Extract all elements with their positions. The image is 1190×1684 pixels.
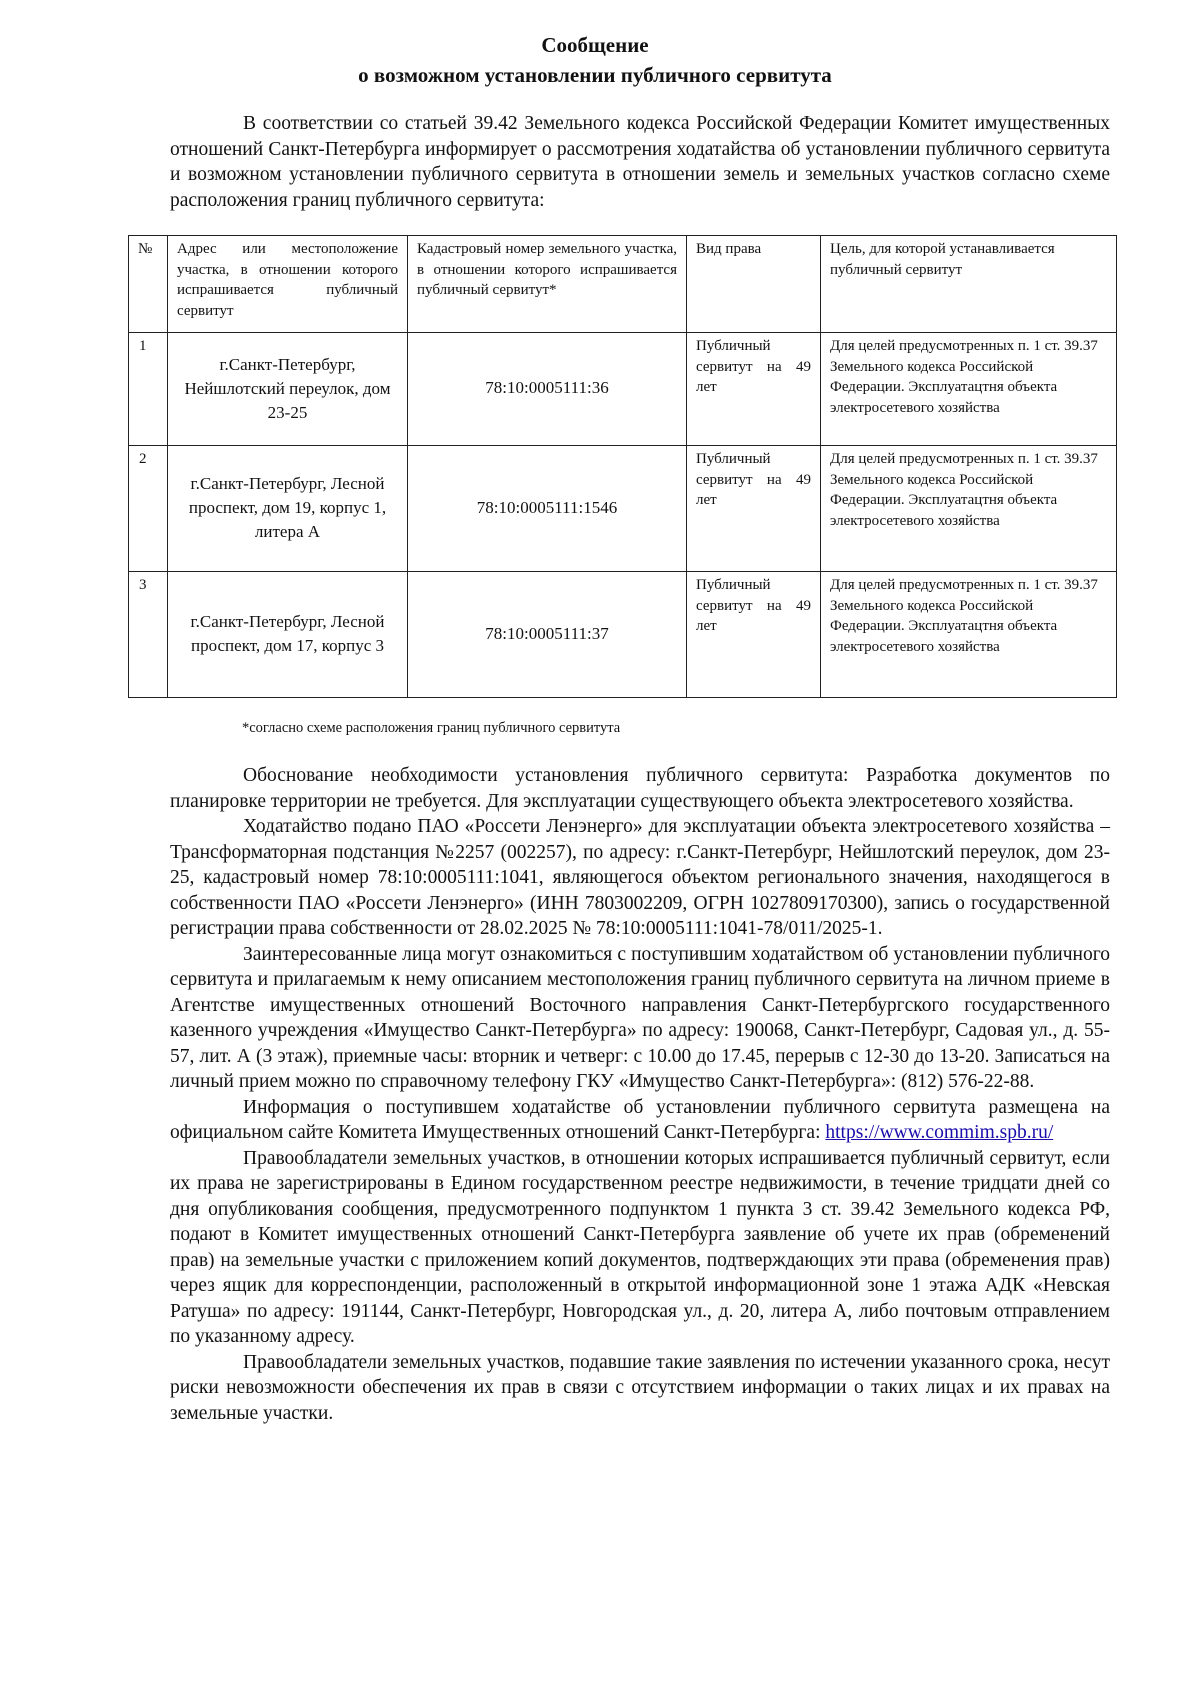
- row-address: г.Санкт-Петербург, Лесной проспект, дом 17, корпус 3: [168, 572, 408, 698]
- row-purpose: Для целей предусмотренных п. 1 ст. 39.37 Земельного кодекса Российской Федерации. Эксплуатацтня объекта электросетевого хозяйства: [821, 333, 1117, 446]
- body-text: [170, 763, 1110, 1426]
- document-title: Сообщение: [541, 33, 649, 57]
- row-right: Публичный сервитут на 49 лет: [687, 572, 821, 698]
- paragraph-rightholders: Правообладатели земельных участков, в отношении которых испрашивается публичный сервитут, если их права не зарегистрированы в Едином государственном реестре недвижимости, в течение тридцати дней со дня опубликования сообщения, предусмотренного подпунктом 1 пункта 3 ст. 39.42 Земельного кодекса РФ, подают в Комитет имущественных отношений Санкт-Петербурга заявление об учете их прав (обременений прав) на земельные участки с приложением копий документов, подтверждающих эти права (обременения прав) через ящик для корреспонденции, расположенный в открытой информационной зоне 1 этажа АДК «Невская Ратуша» по адресу: 191144, Санкт-Петербург, Новгородская ул., д. 20, литера А, либо почтовым отправлением по указанному адресу.: [170, 1147, 1110, 1347]
- table-header-row: [129, 236, 1117, 333]
- paragraph-petition: Ходатайство подано ПАО «Россети Ленэнерго» для эксплуатации объекта электросетевого хозяйства – Трансформаторная подстанция №2257 (002257), по адресу: г.Санкт-Петербург, Нейшлотский переулок, дом 23-25, кадастровый номер 78:10:0005111:1041, являющегося объектом регионального значения, находящегося в собственности ПАО «Россети Ленэнерго» (ИНН 7803002209, ОГРН 1027809170300), запись о государственной регистрации права собственности от 28.02.2025 № 78:10:0005111:1041-78/011/2025-1.: [170, 816, 1110, 939]
- document-subtitle: о возможном установлении публичного сервитута: [358, 63, 832, 87]
- header-address: Адрес или местоположение участка, в отношении которого испрашивается публичный сервитут: [168, 236, 408, 333]
- intro-text: В соответствии со статьей 39.42 Земельного кодекса Российской Федерации Комитет имущественных отношений Санкт-Петербурга информирует о рассмотрения ходатайства об установлении публичного сервитута и возможном установлении публичного сервитута в отношении земель и земельных участков согласно схеме расположения границ публичного сервитута:: [170, 113, 1110, 211]
- row-address: г.Санкт-Петербург, Нейшлотский переулок, дом 23-25: [168, 333, 408, 446]
- row-right: Публичный сервитут на 49 лет: [687, 446, 821, 572]
- row-purpose: Для целей предусмотренных п. 1 ст. 39.37 Земельного кодекса Российской Федерации. Эксплуатацтня объекта электросетевого хозяйства: [821, 572, 1117, 698]
- paragraph-info-text: Информация о поступившем ходатайстве об установлении публичного сервитута размещена на официальном сайте Комитета Имущественных отношений Санкт-Петербурга:: [170, 1096, 1110, 1143]
- header-purpose: Цель, для которой устанавливается публичный сервитут: [821, 236, 1117, 333]
- intro-paragraph: [170, 111, 1110, 213]
- committee-website-link[interactable]: https://www.commim.spb.ru/: [825, 1122, 1054, 1143]
- table-footnote: *согласно схеме расположения границ публичного сервитута: [242, 720, 621, 736]
- header-cadastral: Кадастровый номер земельного участка, в отношении которого испрашивается публичный сервитут*: [408, 236, 687, 333]
- row-cadastral: 78:10:0005111:37: [408, 572, 687, 698]
- row-num: 3: [129, 572, 168, 698]
- header-right: Вид права: [687, 236, 821, 333]
- servitude-table: [128, 235, 1117, 698]
- header-num: №: [129, 236, 168, 333]
- paragraph-justification: Обоснование необходимости установления публичного сервитута: Разработка документов по планировке территории не требуется. Для эксплуатации существующего объекта электросетевого хозяйства.: [170, 765, 1110, 812]
- paragraph-review: Заинтересованные лица могут ознакомиться с поступившим ходатайством об установлении публичного сервитута и прилагаемым к нему описанием местоположения границ публичного сервитута на личном приеме в Агентстве имущественных отношений Восточного направления Санкт-Петербургского государственного казенного учреждения «Имущество Санкт-Петербурга» по адресу: 190068, Санкт-Петербург, Садовая ул., д. 55-57, лит. А (3 этаж), приемные часы: вторник и четверг: с 10.00 до 17.45, перерыв с 12-30 до 13-20. Записаться на личный прием можно по справочному телефону ГКУ «Имущество Санкт-Петербурга»: (812) 576-22-88.: [170, 943, 1110, 1092]
- row-right: Публичный сервитут на 49 лет: [687, 333, 821, 446]
- table-row: [129, 446, 1117, 572]
- row-num: 2: [129, 446, 168, 572]
- table-row: [129, 333, 1117, 446]
- row-address: г.Санкт-Петербург, Лесной проспект, дом 19, корпус 1, литера А: [168, 446, 408, 572]
- paragraph-info: [170, 1095, 1110, 1146]
- row-num: 1: [129, 333, 168, 446]
- row-cadastral: 78:10:0005111:36: [408, 333, 687, 446]
- table-row: [129, 572, 1117, 698]
- row-purpose: Для целей предусмотренных п. 1 ст. 39.37 Земельного кодекса Российской Федерации. Эксплуатацтня объекта электросетевого хозяйства: [821, 446, 1117, 572]
- row-cadastral: 78:10:0005111:1546: [408, 446, 687, 572]
- paragraph-risks: Правообладатели земельных участков, подавшие такие заявления по истечении указанного срока, несут риски невозможности обеспечения их прав в связи с отсутствием информации о таких лицах и их правах на земельные участки.: [170, 1351, 1110, 1424]
